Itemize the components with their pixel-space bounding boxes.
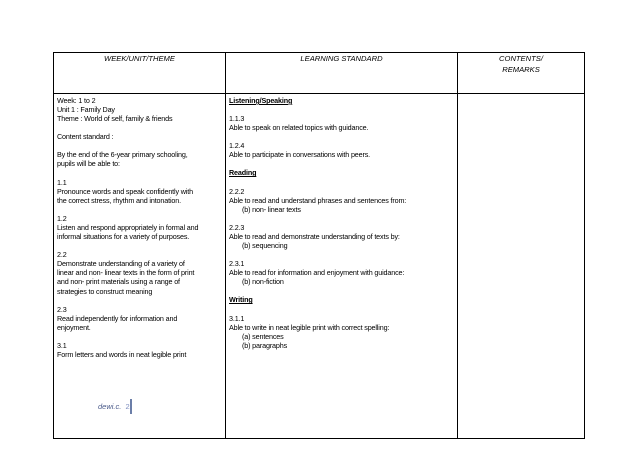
- ls-2-2-2-text: Able to read and understand phrases and sentences from:: [229, 195, 407, 205]
- table-body-row: [54, 94, 585, 439]
- week-unit-theme-cell: [54, 94, 226, 439]
- reading-heading: Reading: [229, 168, 257, 178]
- ls-2-2-3-text: Able to read and demonstrate understanding of texts by:: [229, 231, 400, 241]
- week-label: Week: 1 to 2: [57, 96, 96, 105]
- ls-3-1-1-text: Able to write in neat legible print with correct spelling:: [229, 322, 390, 332]
- header-contents-remarks: CONTENTS/ REMARKS: [458, 53, 585, 94]
- standard-2-3-text-a: Read independently for information and: [57, 313, 178, 323]
- standard-2-2-text-c: and non- print materials using a range of: [57, 277, 180, 287]
- intro-line-2: pupils will be able to:: [57, 159, 120, 169]
- standard-1-2-text-a: Listen and respond appropriately in formal and: [57, 222, 199, 232]
- page-footer: [98, 402, 130, 411]
- standard-1-1-text-a: Pronounce words and speak confidently with: [57, 186, 193, 196]
- ls-3-1-1-number: 3.1.1: [229, 313, 245, 323]
- footer-page-number: 2: [125, 402, 130, 411]
- ls-2-2-2-number: 2.2.2: [229, 186, 245, 196]
- standard-2-3-number: 2.3: [57, 304, 67, 314]
- standard-1-1-number: 1.1: [57, 177, 67, 187]
- ls-2-2-3-number: 2.2.3: [229, 222, 245, 232]
- standard-3-1-text-a: Form letters and words in neat legible print: [57, 349, 187, 359]
- standard-3-1-number: 3.1: [57, 340, 67, 350]
- footer-author: dewi.c.: [98, 402, 122, 411]
- header-week-unit-theme: WEEK/UNIT/THEME: [54, 53, 226, 94]
- ls-2-3-1-text: Able to read for information and enjoyment with guidance:: [229, 268, 405, 278]
- standard-2-2-text-a: Demonstrate understanding of a variety of: [57, 259, 185, 269]
- scheme-of-work-table: [53, 52, 585, 439]
- listening-speaking-heading: Listening/Speaking: [229, 96, 293, 105]
- theme-label: Theme : World of self, family & friends: [57, 114, 173, 124]
- standard-1-1-text-b: the correct stress, rhythm and intonation.: [57, 195, 181, 205]
- writing-heading: Writing: [229, 295, 253, 305]
- intro-line-1: By the end of the 6-year primary schooling,: [57, 150, 188, 160]
- contents-remarks-cell: [458, 94, 585, 439]
- standard-2-2-text-b: linear and non- linear texts in the form of print: [57, 268, 195, 278]
- ls-3-1-1-item-a: (a) sentences: [242, 331, 284, 341]
- ls-1-1-3-number: 1.1.3: [229, 114, 245, 124]
- ls-1-1-3-text: Able to speak on related topics with guidance.: [229, 123, 369, 133]
- ls-1-2-4-text: Able to participate in conversations with peers.: [229, 150, 371, 160]
- standard-2-2-number: 2.2: [57, 250, 67, 260]
- ls-2-3-1-number: 2.3.1: [229, 259, 245, 269]
- ls-1-2-4-number: 1.2.4: [229, 141, 245, 151]
- standard-2-3-text-b: enjoyment.: [57, 322, 91, 332]
- standard-1-2-text-b: informal situations for a variety of purposes.: [57, 232, 190, 242]
- standard-1-2-number: 1.2: [57, 213, 67, 223]
- footer-divider: [130, 399, 132, 414]
- unit-label: Unit 1 : Family Day: [57, 105, 115, 115]
- content-standard-label: Content standard :: [57, 132, 114, 142]
- table-header-row: [54, 53, 585, 94]
- standard-2-2-text-d: strategies to construct meaning: [57, 286, 153, 296]
- learning-standard-cell: [226, 94, 458, 439]
- header-learning-standard: LEARNING STANDARD: [226, 53, 458, 94]
- ls-2-3-1-sub: (b) non-fiction: [242, 277, 284, 287]
- ls-2-2-2-sub: (b) non- linear texts: [242, 204, 301, 214]
- ls-3-1-1-item-b: (b) paragraphs: [242, 340, 288, 350]
- ls-2-2-3-sub: (b) sequencing: [242, 241, 288, 251]
